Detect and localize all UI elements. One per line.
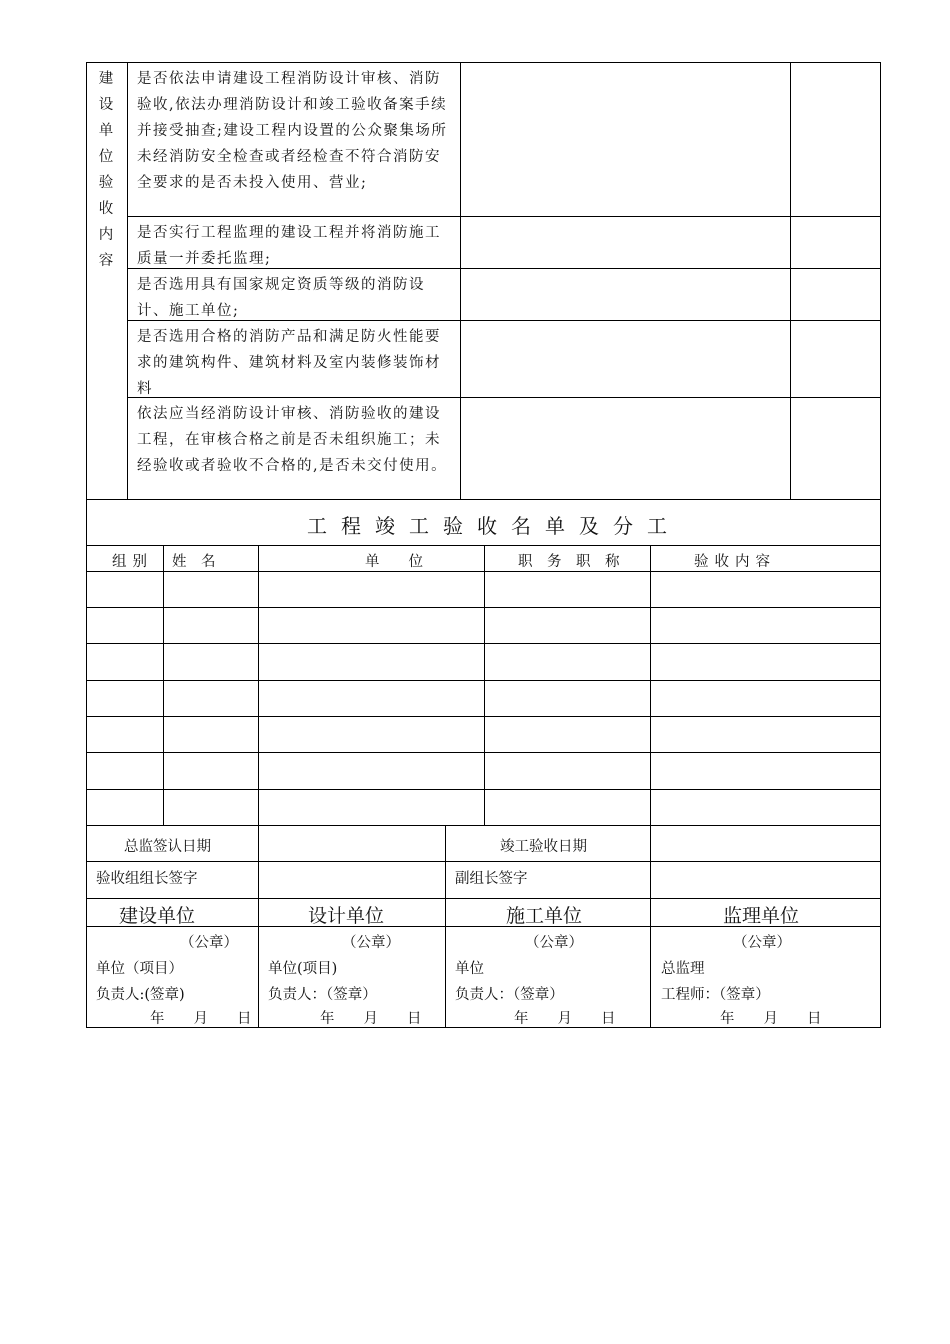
roster-col-line: [258, 545, 259, 825]
side-label-char: 内: [98, 227, 114, 243]
completion-date-label: 竣工验收日期: [500, 839, 587, 855]
unit-title-supervision: 监理单位: [723, 905, 800, 927]
side-label-char: 容: [98, 253, 114, 269]
roster-row-line: [86, 825, 881, 826]
chief-date-label: 总监签认日期: [124, 839, 211, 855]
unit-date: 年 月 日: [514, 1011, 616, 1027]
sign-row-line: [86, 861, 881, 862]
unit-line1: 总监理: [661, 961, 705, 977]
side-label-char: 单: [98, 123, 114, 139]
unit-line1: 单位(项目): [268, 961, 338, 977]
acceptance-item: 是否选用具有国家规定资质等级的消防设计、施工单位;: [137, 277, 425, 319]
unit-title-construction-contractor: 施工单位: [506, 905, 583, 927]
roster-title: 工程竣工验收名单及分工: [307, 514, 681, 538]
unit-seal: （公章）: [525, 935, 583, 951]
roster-col-line: [484, 545, 485, 825]
side-label-char: 建: [98, 71, 114, 87]
col-divider: [790, 62, 791, 499]
unit-line2: 工程师：（签章）: [661, 987, 770, 1003]
unit-date: 年 月 日: [720, 1011, 822, 1027]
deputy-sign-label: 副组长签字: [455, 871, 528, 887]
header-name: 姓 名: [172, 554, 216, 570]
header-position: 职 务 职 称: [518, 554, 620, 570]
roster-col-line: [650, 545, 651, 825]
roster-col-line: [163, 545, 164, 825]
acceptance-item: 是否选用合格的消防产品和满足防火性能要求的建筑构件、建筑材料及室内装修装饰材料: [137, 329, 441, 397]
header-unit: 单 位: [365, 554, 423, 570]
unit-line2: 负责人：（签章）: [268, 987, 377, 1003]
unit-seal: （公章）: [180, 935, 238, 951]
unit-line2: 负责人：（签章）: [455, 987, 564, 1003]
row-divider: [127, 216, 881, 217]
acceptance-item: 是否依法申请建设工程消防设计审核、消防验收,依法办理消防设计和竣工验收备案手续并接受抽查;建设工程内设置的公众聚集场所未经消防安全检查或者经检查不符合消防安全要求的是否未投入使用、营业;: [137, 71, 448, 191]
unit-line2: 负责人:(签章): [96, 987, 185, 1003]
acceptance-item: 依法应当经消防设计审核、消防验收的建设工程，在审核合格之前是否未组织施工；未经验收或者验收不合格的,是否未交付使用。: [137, 406, 448, 474]
side-label-char: 收: [98, 201, 114, 217]
unit-seal: （公章）: [733, 935, 791, 951]
unit-line1: 单位: [455, 961, 484, 977]
side-label: [96, 66, 116, 274]
col-divider: [460, 62, 461, 499]
unit-line1: 单位（项目）: [96, 961, 183, 977]
table-border-top: [86, 62, 881, 63]
side-label-char: 设: [98, 97, 114, 113]
header-group: 组别: [112, 554, 153, 570]
acceptance-item: 是否实行工程监理的建设工程并将消防施工质量一并委托监理;: [137, 225, 441, 267]
sign-row-line: [86, 898, 881, 899]
unit-date: 年 月 日: [320, 1011, 422, 1027]
col-divider: [127, 62, 128, 499]
unit-date: 年 月 日: [150, 1011, 252, 1027]
row-divider: [86, 499, 881, 500]
side-label-char: 验: [98, 175, 114, 191]
header-content: 验收内容: [694, 554, 776, 570]
unit-seal: （公章）: [342, 935, 400, 951]
unit-title-design: 设计单位: [308, 905, 385, 927]
leader-sign-label: 验收组组长签字: [96, 871, 198, 887]
unit-title-construction: 建设单位: [119, 905, 196, 927]
side-label-char: 位: [98, 149, 114, 165]
